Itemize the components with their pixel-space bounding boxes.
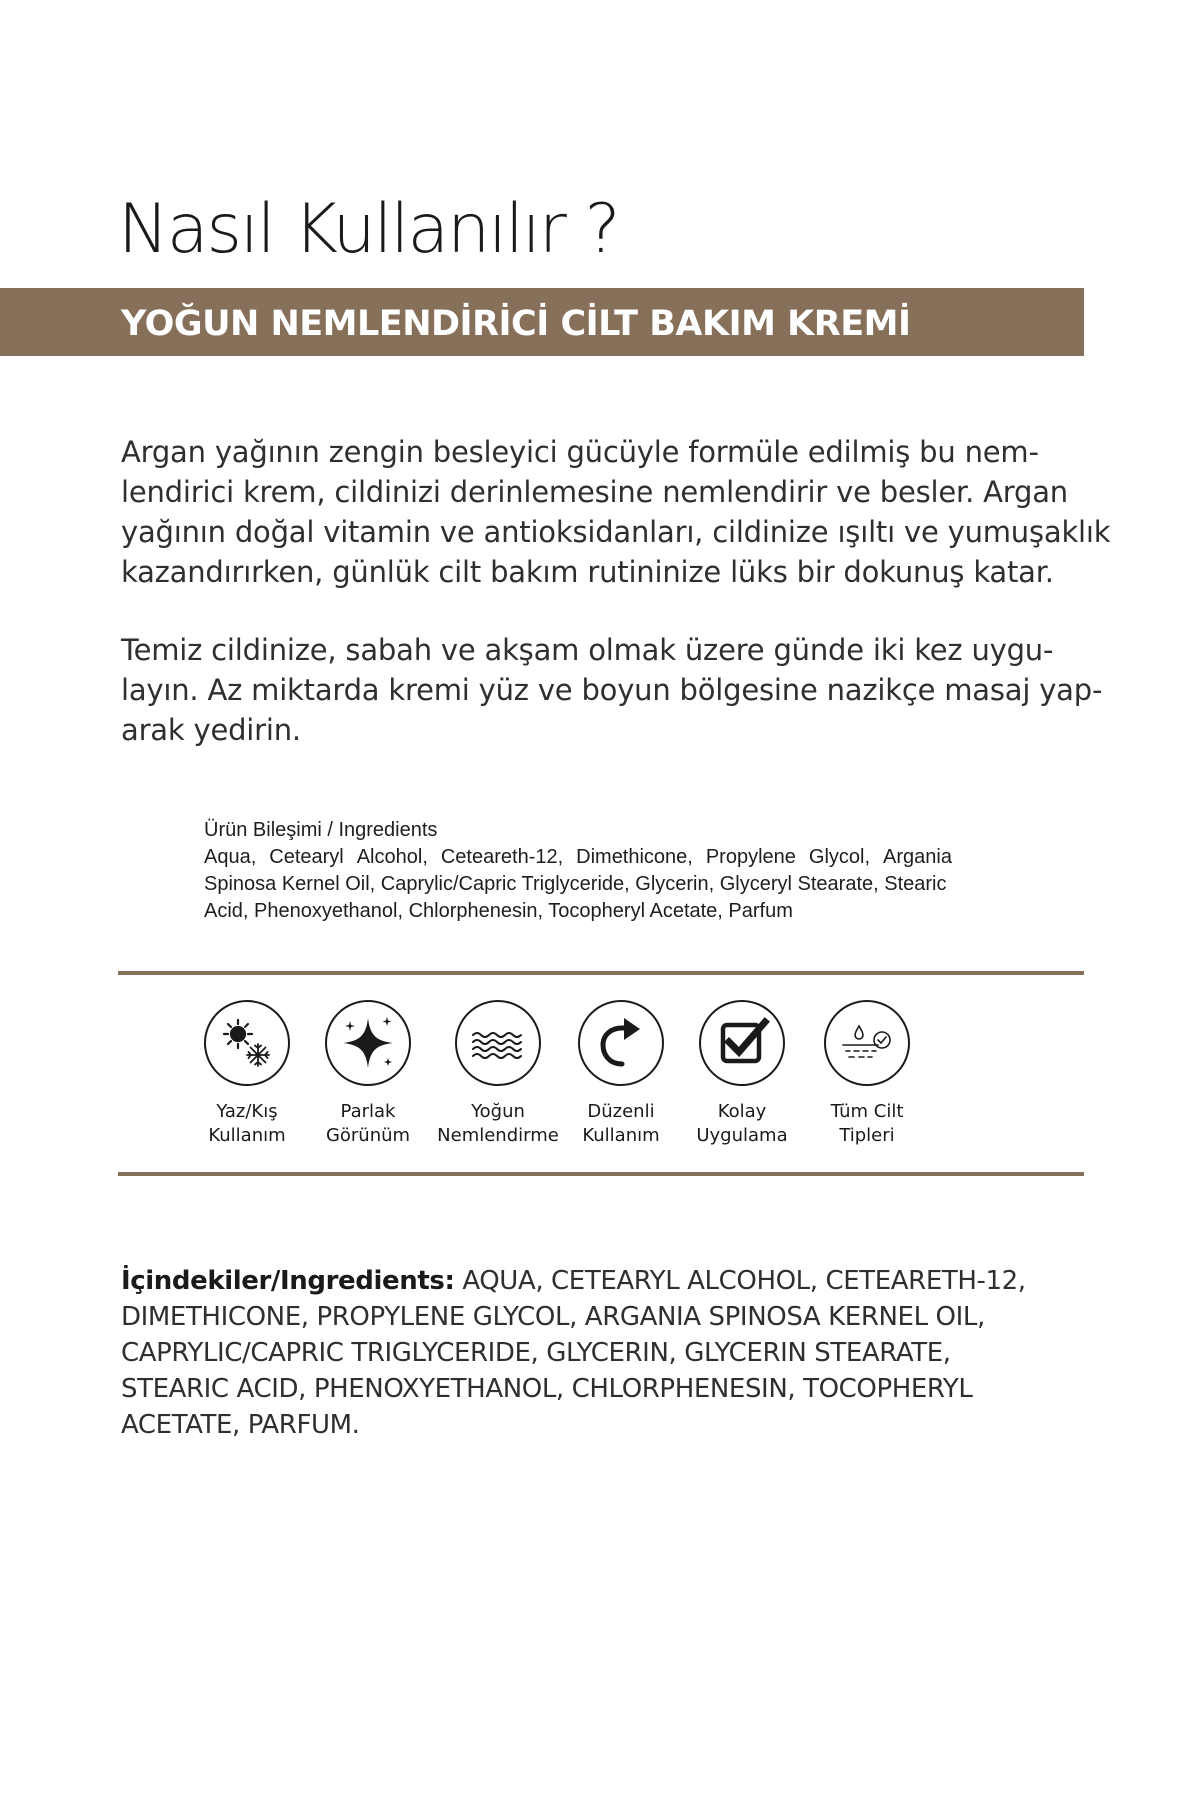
divider-bottom (118, 1172, 1084, 1176)
usage-line: layın. Az miktarda kremi yüz ve boyun bölgesine nazikçe masaj yap- (121, 673, 1103, 707)
composition-heading: Ürün Bileşimi / Ingredients (204, 819, 438, 841)
composition-word: Propylene (705, 846, 796, 868)
ingredients-line (121, 1263, 1081, 1299)
feature-label: Kolay Uygulama (696, 1101, 788, 1146)
composition-word: Cetearyl (269, 846, 344, 868)
description-line: Argan yağının zengin besleyici gücüyle formüle edilmiş bu nem- (121, 435, 1039, 469)
ingredients-line: CAPRYLIC/CAPRIC TRIGLYCERIDE, GLYCERIN, GLYCERIN STEARATE, (121, 1338, 951, 1368)
composition-word: Glycol, (808, 846, 871, 868)
divider-top (118, 971, 1084, 975)
description-line: yağının doğal vitamin ve antioksidanları, cildinize ışıltı ve yumuşaklık (121, 515, 1111, 549)
description-line: lendirici krem, cildinizi derinlemesine nemlendirir ve besler. Argan (121, 475, 1068, 509)
usage-paragraph (121, 630, 1103, 750)
description-paragraph (121, 432, 1111, 592)
feature-label: Düzenli Kullanım (582, 1101, 660, 1146)
composition-block (204, 817, 964, 925)
feature-label: Tüm Cilt Tipleri (830, 1101, 904, 1146)
composition-word: Alcohol, (356, 846, 428, 868)
composition-word: Dimethicone, (576, 846, 693, 868)
ingredients-line: DIMETHICONE, PROPYLENE GLYCOL, ARGANIA SPINOSA KERNEL OIL, (121, 1302, 985, 1332)
feature-label: Parlak Görünüm (325, 1101, 411, 1146)
usage-line: Temiz cildinize, sabah ve akşam olmak üzere günde iki kez uygu- (121, 633, 1054, 667)
feature-label: Yaz/Kış Kullanım (208, 1101, 286, 1146)
composition-word: Ceteareth-12, (440, 846, 564, 868)
ingredients-list (121, 1263, 1081, 1443)
sun-snowflake-icon (204, 1000, 290, 1086)
composition-line: Spinosa Kernel Oil, Caprylic/Capric Triglyceride, Glycerin, Glyceryl Stearate, Stearic (204, 873, 947, 895)
description-line: kazandırırken, günlük cilt bakım rutininize lüks bir dokunuş katar. (121, 555, 1054, 589)
feature-icons-row (118, 1000, 1084, 1160)
sparkle-icon (325, 1000, 411, 1086)
ingredients-line: ACETATE, PARFUM. (121, 1410, 360, 1440)
ingredients-text: AQUA, CETEARYL ALCOHOL, CETEARETH-12, (454, 1266, 1026, 1296)
ingredients-label: İçindekiler/Ingredients: (121, 1266, 455, 1296)
composition-line (204, 844, 952, 871)
feature-all-skin-types (792, 1000, 942, 1148)
checkbox-icon (699, 1000, 785, 1086)
page-title: Nasıl Kullanılır ? (118, 190, 619, 269)
feature-label: Yoğun Nemlendirme (437, 1101, 559, 1146)
usage-line: arak yedirin. (121, 713, 301, 747)
feature-glow (293, 1000, 443, 1148)
composition-word: Argania (883, 846, 952, 868)
product-name-banner (0, 288, 1084, 356)
skin-layers-icon (824, 1000, 910, 1086)
product-name: YOĞUN NEMLENDİRİCİ CİLT BAKIM KREMİ (121, 304, 911, 344)
waves-icon (455, 1000, 541, 1086)
composition-word: Aqua, (204, 846, 257, 868)
ingredients-line: STEARIC ACID, PHENOXYETHANOL, CHLORPHENESIN, TOCOPHERYL (121, 1374, 973, 1404)
rotate-arrow-icon (578, 1000, 664, 1086)
composition-line: Acid, Phenoxyethanol, Chlorphenesin, Tocopheryl Acetate, Parfum (204, 900, 793, 922)
